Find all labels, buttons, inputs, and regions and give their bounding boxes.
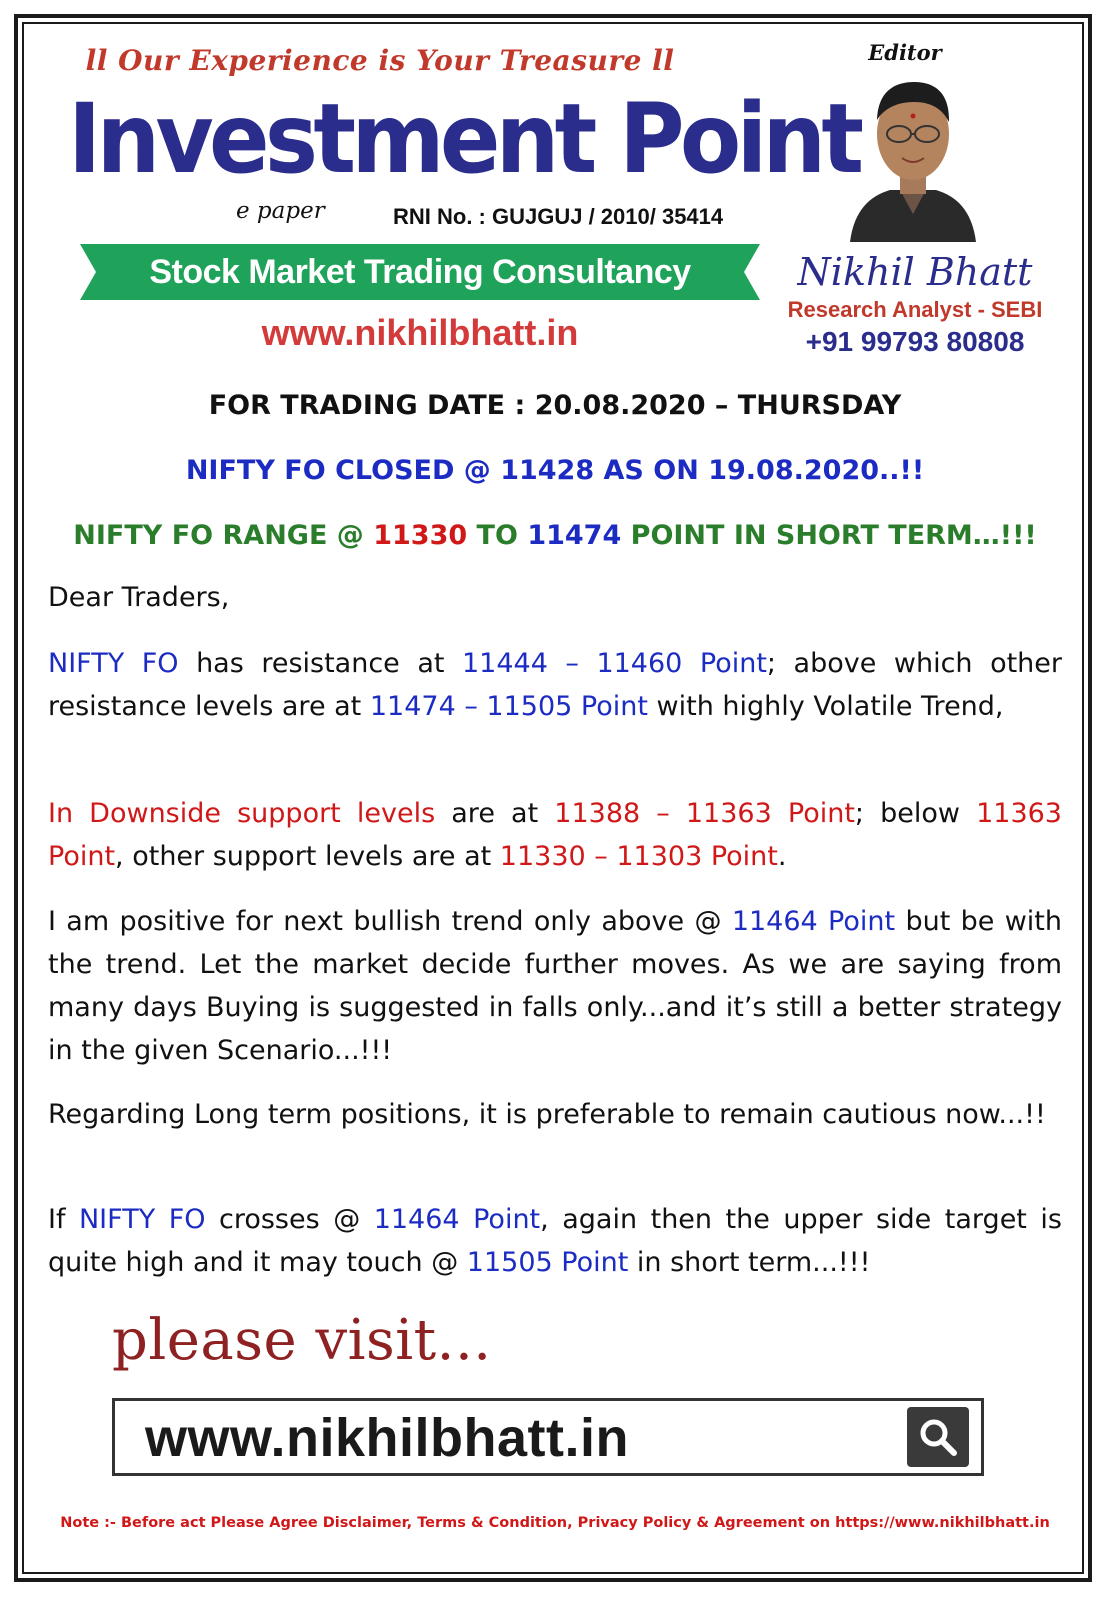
search-icon: [917, 1416, 959, 1458]
range-heading: [40, 520, 1070, 551]
crosses-text-1: If: [48, 1204, 79, 1235]
range-mid: TO: [467, 520, 528, 551]
crosses-text-4: in short term...!!!: [628, 1247, 871, 1278]
crosses-text-3: , again then the upper side target is quite high and it may touch @: [48, 1204, 1062, 1278]
support-text-4: .: [777, 841, 787, 872]
search-button[interactable]: [907, 1407, 969, 1467]
range-prefix: NIFTY FO RANGE @: [73, 520, 374, 551]
range-suffix: POINT IN SHORT TERM…!!!: [621, 520, 1037, 551]
support-level-mid: 11363 Point: [48, 798, 1062, 872]
trading-date-heading: FOR TRADING DATE : 20.08.2020 – THURSDAY: [208, 390, 902, 421]
resistance-levels-1: 11444 – 11460 Point: [461, 648, 767, 679]
masthead-title: Investment Point: [68, 83, 860, 195]
support-text-1: are at: [435, 798, 555, 829]
resistance-text-1: has resistance at: [178, 648, 462, 679]
range-low: 11330: [373, 520, 468, 551]
positive-level: 11464 Point: [731, 906, 896, 937]
editor-name: Nikhil Bhatt: [797, 250, 1033, 294]
closed-heading: NIFTY FO CLOSED @ 11428 AS ON 19.08.2020..!!: [185, 455, 925, 486]
website-search-bar[interactable]: [112, 1398, 984, 1476]
disclaimer-note: Note :- Before act Please Agree Disclaimer, Terms & Condition, Privacy Policy & Agreement on https://www.nikhilbhatt.in: [60, 1515, 1050, 1531]
editor-photo: [848, 72, 978, 242]
search-url[interactable]: www.nikhilbhatt.in: [145, 1408, 629, 1468]
support-paragraph: [48, 792, 1062, 878]
support-levels-2: 11330 – 11303 Point: [499, 841, 778, 872]
resistance-paragraph: [48, 642, 1062, 728]
editor-phone: +91 99793 80808: [805, 326, 1025, 357]
positive-text-2: but be with the trend. Let the market decide further moves. As we are saying from many days Buying is suggested in falls only...and it’s still a better strategy in the given Scenario...!!!: [48, 906, 1062, 1066]
support-text-2: ; below: [854, 798, 977, 829]
support-text-3: , other support levels are at: [115, 841, 500, 872]
greeting: Dear Traders,: [48, 582, 230, 613]
resistance-subject: NIFTY FO: [48, 648, 179, 679]
crosses-subject: NIFTY FO: [78, 1204, 206, 1235]
website-link[interactable]: www.nikhilbhatt.in: [261, 312, 579, 353]
positive-paragraph: [48, 900, 1062, 1072]
consultancy-ribbon: [80, 244, 760, 300]
crosses-paragraph: [48, 1198, 1062, 1284]
support-lead: In Downside support levels: [48, 798, 436, 829]
crosses-level-2: 11505 Point: [466, 1247, 629, 1278]
resistance-text-2: ; above which other resistance levels are at: [48, 648, 1062, 722]
range-high: 11474: [527, 520, 622, 551]
ribbon-text: Stock Market Trading Consultancy: [149, 253, 691, 291]
resistance-text-3: with highly Volatile Trend,: [647, 691, 1004, 722]
support-levels-1: 11388 – 11363 Point: [554, 798, 855, 829]
long-term-paragraph: Regarding Long term positions, it is preferable to remain cautious now...!!: [48, 1099, 1046, 1130]
positive-text-1: I am positive for next bullish trend only above @: [48, 906, 732, 937]
tagline: ll Our Experience is Your Treasure ll: [85, 44, 675, 77]
editor-label: Editor: [868, 40, 942, 65]
crosses-text-2: crosses @: [205, 1204, 374, 1235]
rni-number: RNI No. : GUJGUJ / 2010/ 35414: [393, 204, 724, 229]
crosses-level-1: 11464 Point: [373, 1204, 541, 1235]
epaper-label: e paper: [236, 198, 325, 224]
editor-role: Research Analyst - SEBI: [787, 297, 1043, 322]
please-visit-label: please visit...: [112, 1308, 492, 1373]
resistance-levels-2: 11474 – 11505 Point: [369, 691, 648, 722]
